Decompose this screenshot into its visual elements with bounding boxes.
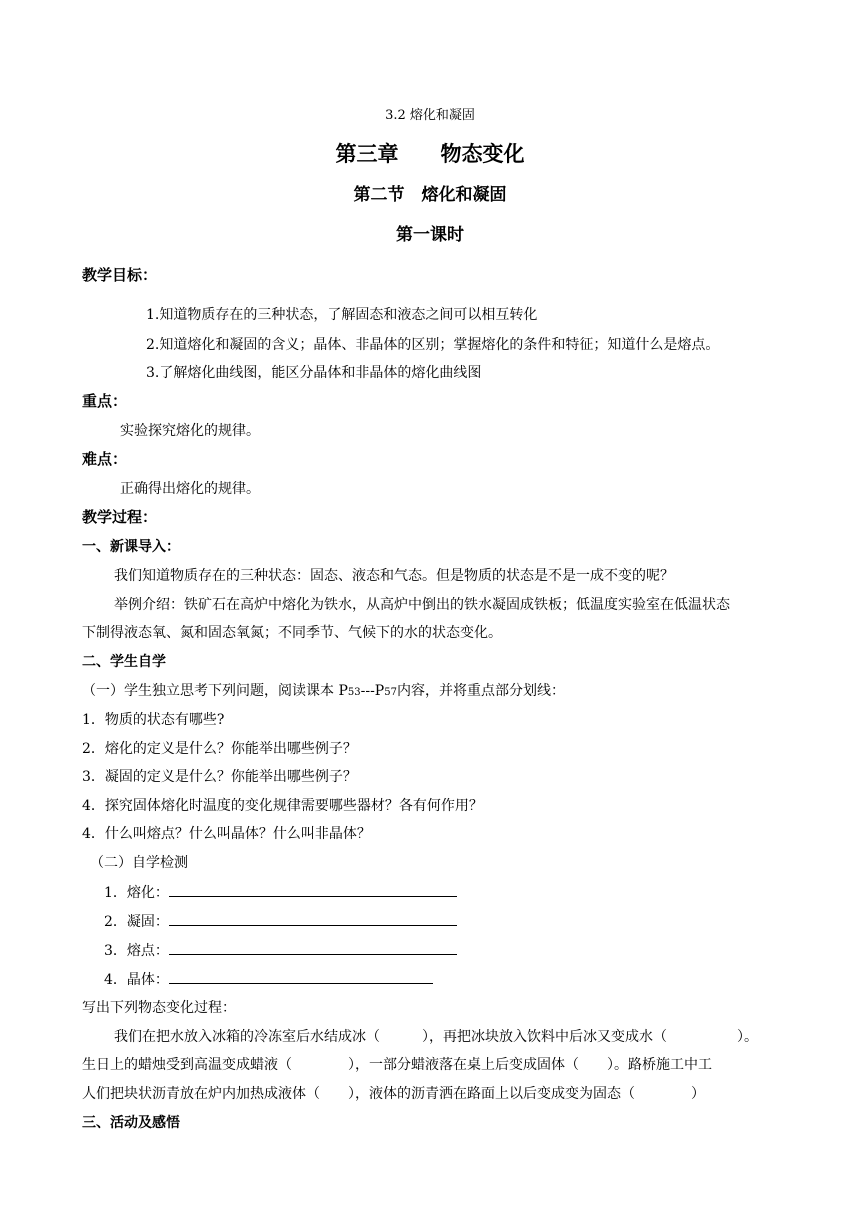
activity-heading: 三、活动及感悟: [82, 1115, 180, 1131]
page-header: 3.2 熔化和凝固: [385, 108, 475, 123]
key-point-text: 实验探究熔化的规律。: [120, 423, 260, 439]
exercise-heading: 写出下列物态变化过程：: [82, 1000, 236, 1016]
fill-in-blank[interactable]: [169, 910, 457, 926]
check-heading: （二）自学检测: [90, 855, 188, 871]
exercise-line: 人们把块状沥青放在炉内加热成液体（ ），液体的沥青洒在路面上以后变成变为固态（ ）: [82, 1086, 705, 1102]
question-item: 2．熔化的定义是什么？你能举出哪些例子？: [82, 741, 357, 757]
exercise-line: 我们在把水放入冰箱的冷冻室后水结成冰（ ），再把冰块放入饮料中后冰又变成水（ ）。: [114, 1029, 758, 1045]
section-title: 第二节 熔化和凝固: [353, 185, 507, 205]
chapter-title: 第三章 物态变化: [335, 141, 525, 166]
fill-in-blank[interactable]: [169, 881, 457, 897]
objective-item: 3.了解熔化曲线图，能区分晶体和非晶体的熔化曲线图: [146, 365, 482, 381]
intro-paragraph: 我们知道物质存在的三种状态：固态、液态和气态。但是物质的状态是不是一成不变的呢？: [114, 568, 674, 584]
lesson-title: 第一课时: [396, 225, 464, 245]
objective-item: 2.知道熔化和凝固的含义；晶体、非晶体的区别；掌握熔化的条件和特征；知道什么是熔点。: [146, 337, 720, 353]
question-item: 1．物质的状态有哪些?: [82, 712, 225, 728]
check-item-solidification: 2．凝固：: [104, 910, 457, 931]
question-item: 4．探究固体熔化时温度的变化规律需要哪些器材？各有何作用？: [82, 798, 483, 814]
question-item: 4．什么叫熔点？什么叫晶体？什么叫非晶体？: [82, 826, 371, 842]
objective-item: 1.知道物质存在的三种状态，了解固态和液态之间可以相互转化: [146, 307, 538, 323]
self-study-heading: 二、学生自学: [82, 654, 166, 670]
check-item-melting: 1．熔化：: [104, 881, 457, 902]
difficulty-heading: 难点：: [82, 450, 128, 468]
question-item: 3．凝固的定义是什么？你能举出哪些例子？: [82, 769, 357, 785]
intro-paragraph-cont: 下制得液态氧、氮和固态氧氮；不同季节、气候下的水的状态变化。: [82, 625, 502, 641]
difficulty-text: 正确得出熔化的规律。: [120, 481, 260, 497]
intro-heading: 一、新课导入：: [82, 539, 180, 555]
check-item-melting-point: 3．熔点：: [104, 939, 457, 960]
check-item-crystal: 4．晶体：: [104, 968, 433, 989]
process-heading: 教学过程：: [82, 508, 158, 526]
exercise-line: 生日上的蜡烛受到高温变成蜡液（ ），一部分蜡液落在桌上后变成固体（ ）。路桥施工中工: [82, 1057, 712, 1073]
intro-paragraph: 举例介绍：铁矿石在高炉中熔化为铁水，从高炉中倒出的铁水凝固成铁板；低温度实验室在低温状态: [114, 597, 730, 613]
self-study-instruction: （一）学生独立思考下列问题，阅读课本 P53---P57内容，并将重点部分划线：: [82, 683, 565, 699]
key-point-heading: 重点：: [82, 392, 128, 410]
objectives-heading: 教学目标：: [82, 266, 158, 284]
fill-in-blank[interactable]: [169, 968, 433, 984]
fill-in-blank[interactable]: [169, 939, 457, 955]
